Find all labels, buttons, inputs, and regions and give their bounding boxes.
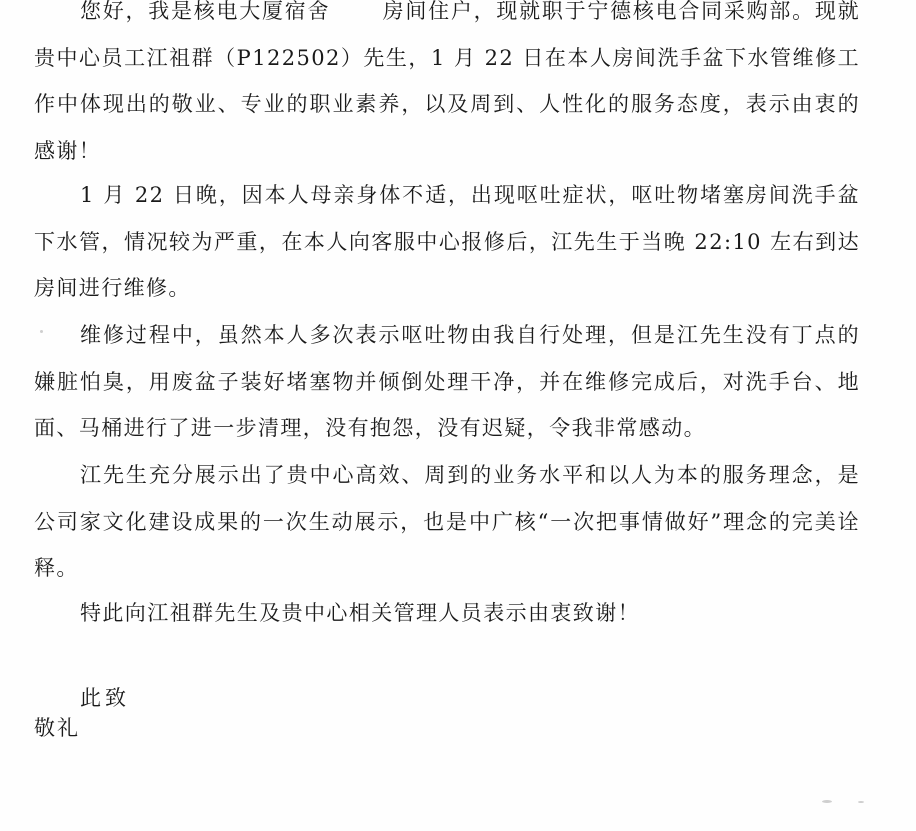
letter-salutation: 敬礼 [34,716,80,740]
letter-paragraph-4: 江先生充分展示出了贵中心高效、周到的业务水平和以人为本的服务理念，是公司家文化建设成果的一次生动展示，也是中广核“一次把事情做好”理念的完美诠释。 [34,463,860,580]
paragraph-1-text-end: 房间住户，现就职于宁德核电合同采购部。现就贵中心员工江祖群（P122502）先生，1 月 22 日在本人房间洗手盆下水管维修工作中体现出的敬业、专业的职业素养，以及周到、人性化的服务态度，表示由衷的感谢！ [34,0,860,163]
scan-speck [40,330,43,333]
letter-closing: 此致 [80,686,130,710]
letter-paragraph-3: 维修过程中，虽然本人多次表示呕吐物由我自行处理，但是江先生没有丁点的嫌脏怕臭，用废盆子装好堵塞物并倾倒处理干净，并在维修完成后，对洗手台、地面、马桶进行了进一步清理，没有抱怨，没有迟疑，令我非常感动。 [34,323,860,440]
letter-paragraph-5: 特此向江祖群先生及贵中心相关管理人员表示由衷致谢！ [80,601,640,625]
scan-speck [822,800,832,803]
scan-speck [858,801,864,803]
paragraph-1-text-start: 您好，我是核电大厦宿舍 [80,0,331,23]
letter-paragraph-2: 1 月 22 日晚，因本人母亲身体不适，出现呕吐症状，呕吐物堵塞房间洗手盆下水管，情况较为严重，在本人向客服中心报修后，江先生于当晚 22:10 左右到达房间进行维修。 [34,183,860,300]
letter-paragraph-1 [34,0,860,174]
